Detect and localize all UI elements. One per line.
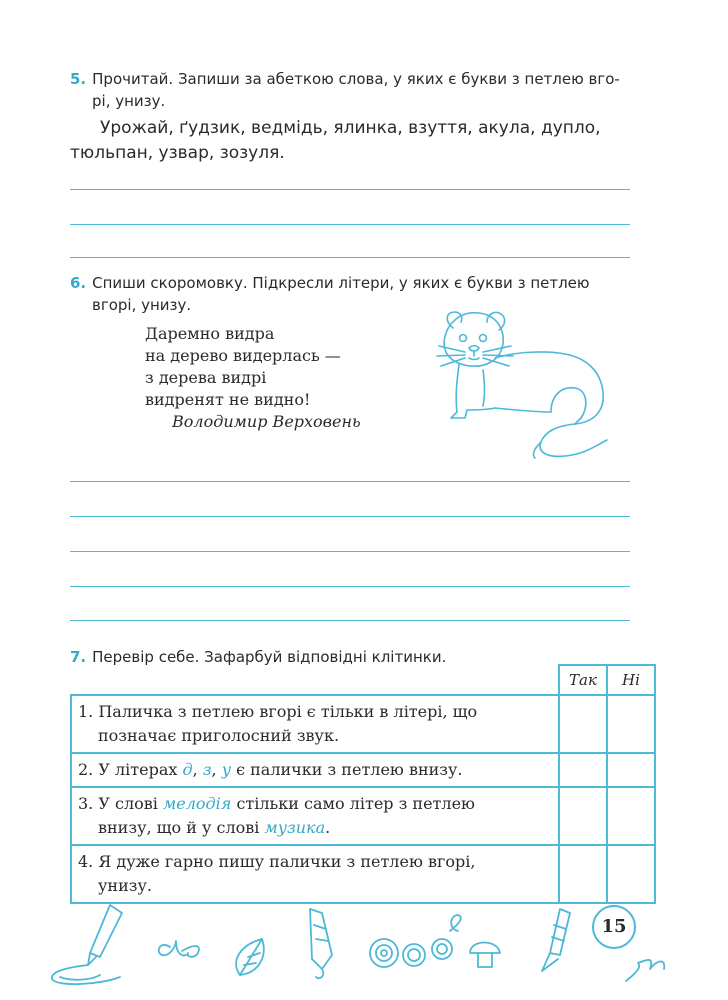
cursive-e-icon — [450, 915, 461, 931]
exercise-5-words — [70, 116, 640, 166]
exercise-6-task-line2: вгорі, унизу. — [92, 296, 192, 314]
cell-no[interactable] — [607, 787, 655, 845]
word-muzyka: музика — [264, 818, 326, 837]
cursive-letters-icon — [159, 941, 199, 957]
column-yes: Так — [559, 665, 607, 695]
exercise-7-number: 7. — [70, 648, 87, 666]
writing-line[interactable] — [70, 551, 630, 552]
statement-3-text: 3. У слові — [78, 794, 163, 813]
letter-z: з — [202, 760, 212, 779]
statement-4-line1: 4. Я дуже гарно пишу палички з петлею вгорі, — [78, 852, 476, 871]
pen-swirl-icon — [52, 905, 122, 984]
writing-line[interactable] — [70, 586, 630, 587]
exercise-6-number: 6. — [70, 274, 87, 292]
cursive-zh-icon — [626, 960, 664, 981]
word-melodiya: мелодія — [162, 794, 232, 813]
statement-2: 2. У літерах д, з, у є палички з петлею внизу. — [71, 753, 559, 787]
writing-line[interactable] — [70, 224, 630, 225]
poem-line: з дерева видрі — [145, 368, 267, 387]
cell-yes[interactable] — [559, 787, 607, 845]
statement-1-line1: 1. Паличка з петлею вгорі є тільки в літері, що — [78, 702, 478, 721]
writing-line[interactable] — [70, 481, 630, 482]
page-number: 15 — [592, 905, 636, 949]
letter-u: у — [221, 760, 231, 779]
brush-icon — [542, 909, 570, 971]
poem-author: Володимир Верховень — [172, 412, 361, 431]
mushroom-icon — [470, 943, 500, 968]
poem-line: на дерево видерлась — — [145, 346, 341, 365]
statement-3-line2: внизу, що й у слові — [98, 818, 265, 837]
exercise-6-task-line1: Спиши скоромовку. Підкресли літери, у яких є букви з петлею — [92, 274, 590, 292]
column-no: Ні — [607, 665, 655, 695]
exercise-5-words-line1: Урожай, ґудзик, ведмідь, ялинка, взуття, акула, дупло, — [100, 118, 601, 138]
table-header-blank — [71, 665, 559, 695]
table-row — [71, 787, 655, 845]
tongue-twister-poem — [145, 323, 361, 433]
exercise-5-task — [70, 68, 640, 112]
cell-no[interactable] — [607, 753, 655, 787]
cell-yes[interactable] — [559, 753, 607, 787]
exercise-5-number: 5. — [70, 70, 87, 88]
writing-line[interactable] — [70, 257, 630, 258]
self-check-table — [70, 664, 656, 904]
statement-2-text-end: є палички з петлею внизу. — [231, 760, 463, 779]
statement-1-line2: позначає приголосний звук. — [98, 726, 340, 745]
leaf-icon — [236, 939, 264, 975]
poem-line: видренят не видно! — [145, 390, 311, 409]
writing-line[interactable] — [70, 620, 630, 621]
poem-line: Даремно видра — [145, 324, 275, 343]
writing-line[interactable] — [70, 189, 630, 190]
statement-1 — [71, 695, 559, 753]
letter-d: д — [182, 760, 193, 779]
statement-4-line2: унизу. — [98, 876, 152, 895]
exercise-5-task-line2: рі, унизу. — [92, 92, 166, 110]
cell-no[interactable] — [607, 695, 655, 753]
spiral-icon — [370, 939, 452, 967]
writing-line[interactable] — [70, 516, 630, 517]
cell-yes[interactable] — [559, 695, 607, 753]
table-row — [71, 695, 655, 753]
pencil-icon — [310, 909, 332, 978]
statement-3-text-mid: стільки само літер з петлею — [231, 794, 475, 813]
exercise-5-task-line1: Прочитай. Запиши за абеткою слова, у яких є букви з петлею вго- — [92, 70, 620, 88]
exercise-5-words-line2: тюльпан, узвар, зозуля. — [70, 143, 285, 163]
statement-3: 3. У слові мелодія стільки само літер з петлею внизу, що й у слові музика. — [71, 787, 559, 845]
table-row — [71, 753, 655, 787]
statement-2-text: 2. У літерах — [78, 760, 183, 779]
exercise-7-task-text: Перевір себе. Зафарбуй відповідні клітинки. — [92, 648, 447, 666]
otter-illustration — [425, 300, 625, 460]
